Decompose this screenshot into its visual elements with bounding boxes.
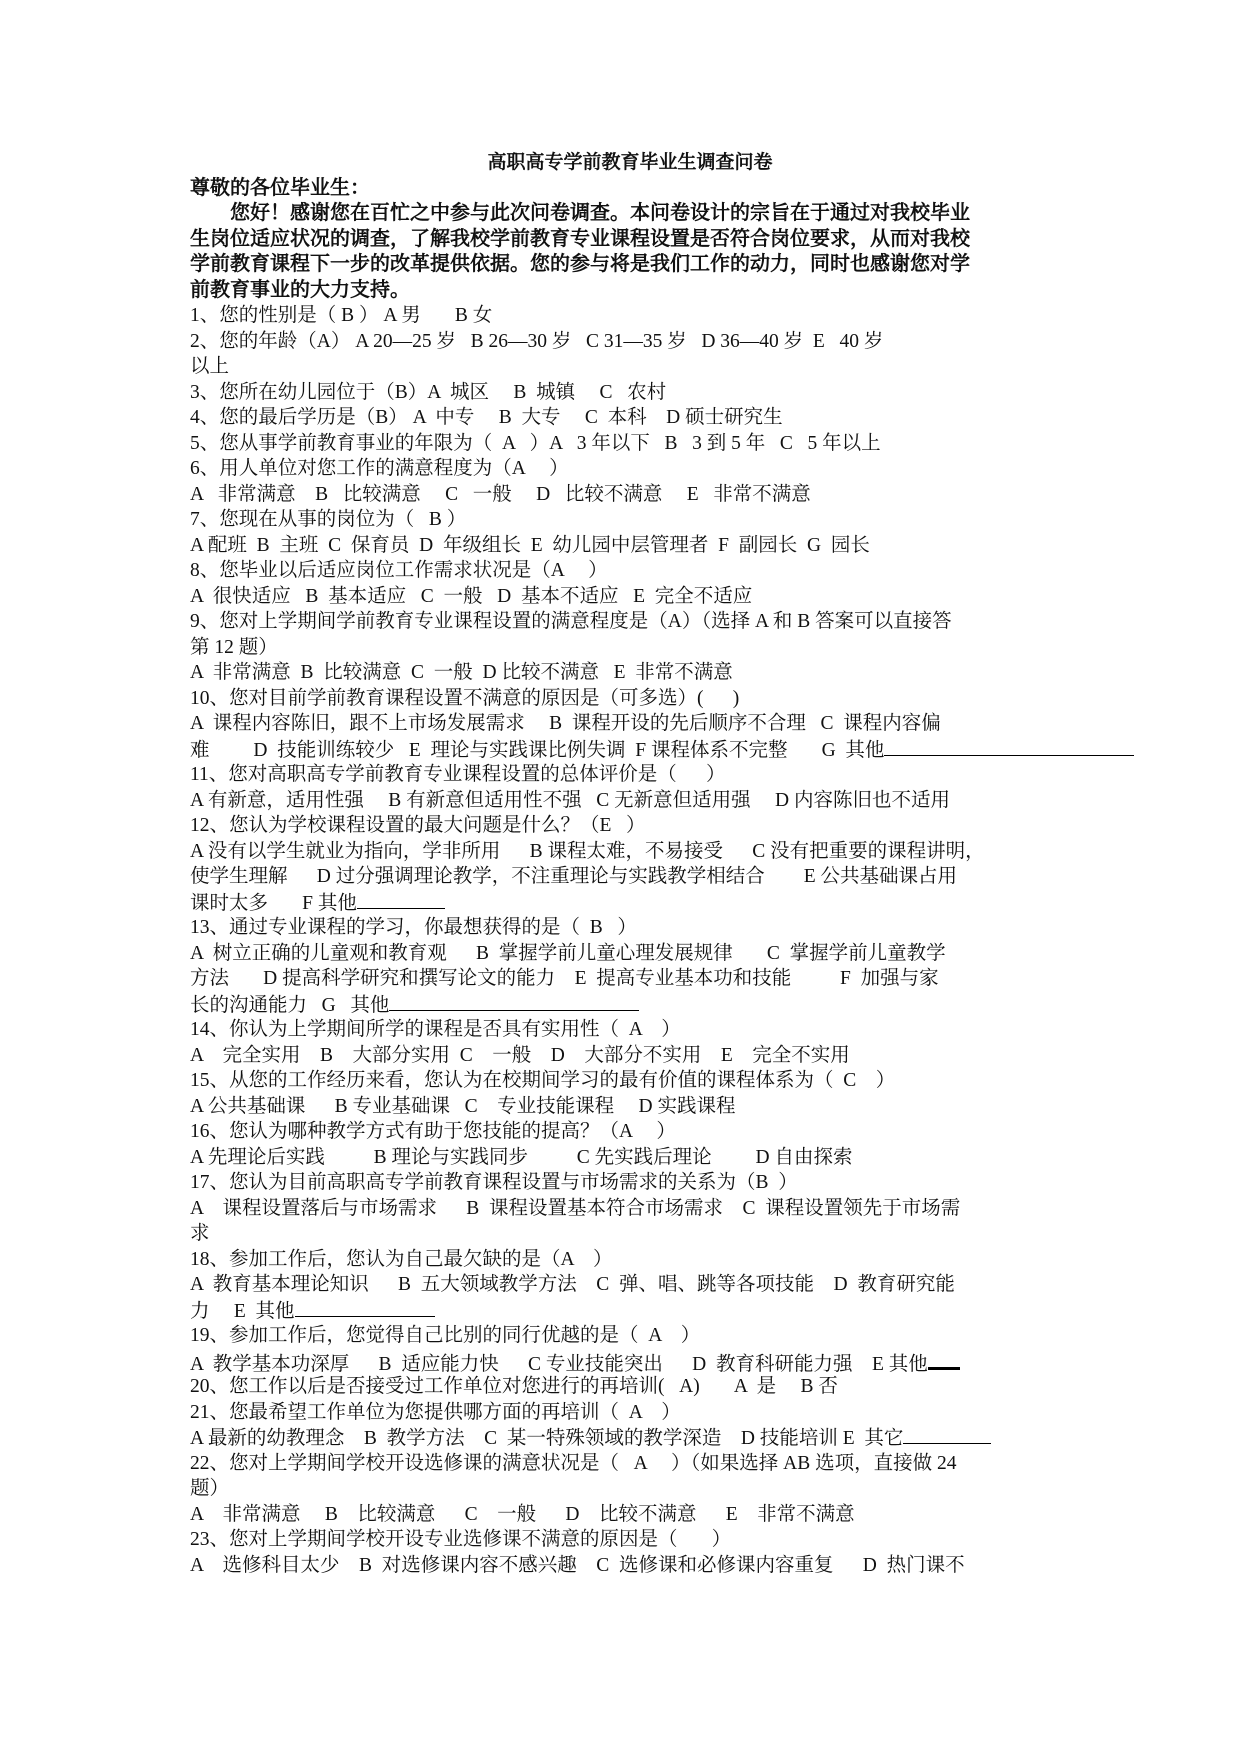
question-text: 23、您对上学期间学校开设专业选修课不满意的原因是（ ） (190, 1529, 732, 1550)
answer-blank-underline (389, 992, 639, 1011)
question-text: 求 (190, 1223, 210, 1244)
question-line (190, 1451, 1070, 1477)
question-text: 8、您毕业以后适应岗位工作需求状况是（A ） (190, 560, 608, 581)
question-line (190, 788, 1070, 814)
question-line (190, 1400, 1070, 1426)
question-text: 第 12 题） (190, 636, 278, 658)
question-text: 16、您认为哪种教学方式有助于您技能的提高？（A ） (190, 1121, 676, 1142)
question-text: A 配班 B 主班 C 保育员 D 年级组长 E 幼儿园中层管理者 F 副园长 G 园长 (190, 534, 870, 556)
question-text: A 教育基本理论知识 B 五大领域教学方法 C 弹、唱、跳等各项技能 D 教育研究能 (190, 1274, 955, 1295)
question-line (190, 839, 1070, 865)
question-line (190, 1196, 1070, 1222)
question-line (190, 864, 1070, 890)
question-line (190, 1017, 1070, 1043)
question-text: 1、您的性别是（ B ） A 男 B 女 (190, 305, 493, 326)
question-text: 方法 D 提高科学研究和撰写论文的能力 E 提高专业基本功和技能 F 加强与家 (190, 968, 939, 989)
question-line (190, 1170, 1070, 1196)
question-text: A 非常满意 B 比较满意 C 一般 D 比较不满意 E 非常不满意 (190, 1503, 855, 1525)
question-line (190, 456, 1070, 482)
question-line (190, 405, 1070, 431)
question-text: A 很快适应 B 基本适应 C 一般 D 基本不适应 E 完全不适应 (190, 585, 753, 607)
question-line (190, 1094, 1070, 1120)
question-text: 22、您对上学期间学校开设选修课的满意状况是（ A ）（如果选择 AB 选项，直接做 24 (190, 1452, 957, 1474)
question-text: A 先理论后实践 B 理论与实践同步 C 先实践后理论 D 自由探索 (190, 1146, 853, 1168)
question-line (190, 1272, 1070, 1298)
question-text: 2、您的年龄（A） A 20—25 岁 B 26—30 岁 C 31—35 岁 D 36—40 岁 E 40 岁 (190, 330, 884, 352)
question-line (190, 1476, 1070, 1502)
question-line (190, 686, 1070, 712)
questionnaire-document (190, 150, 1070, 1578)
question-line (190, 1221, 1070, 1247)
answer-blank-underline (357, 890, 445, 909)
answer-blank-underline (884, 737, 1134, 756)
question-text: 9、您对上学期间学前教育专业课程设置的满意程度是（A）（选择 A 和 B 答案可以直接答 (190, 611, 952, 632)
question-line (190, 584, 1070, 610)
question-text: A 非常满意 B 比较满意 C 一般 D 比较不满意 E 非常不满意 (190, 662, 733, 683)
intro-line: 生岗位适应状况的调查，了解我校学前教育专业课程设置是否符合岗位要求，从而对我校 (190, 227, 970, 250)
question-text: 以上 (190, 356, 230, 377)
question-line (190, 1553, 1070, 1579)
question-text: A 有新意，适用性强 B 有新意但适用性不强 C 无新意但适用强 D 内容陈旧也不适用 (190, 789, 950, 811)
question-list (190, 303, 1070, 1578)
question-line (190, 1145, 1070, 1171)
question-line (190, 431, 1070, 457)
question-text: 14、你认为上学期间所学的课程是否具有实用性（ A ） (190, 1019, 681, 1040)
question-line (190, 558, 1070, 584)
question-text: 题） (190, 1478, 230, 1499)
question-line (190, 915, 1070, 941)
question-text: 长的沟通能力 G 其他 (190, 994, 390, 1016)
question-text: 力 E 其他 (190, 1300, 295, 1322)
question-text: A 选修科目太少 B 对选修课内容不感兴趣 C 选修课和必修课内容重复 D 热门课不 (190, 1554, 965, 1576)
question-text: A 非常满意 B 比较满意 C 一般 D 比较不满意 E 非常不满意 (190, 483, 811, 505)
question-text: 19、参加工作后，您觉得自己比别的同行优越的是（ A ） (190, 1325, 701, 1346)
question-line (190, 941, 1070, 967)
document-title: 高职高专学前教育毕业生调查问卷 (487, 152, 773, 173)
question-text: 使学生理解 D 过分强调理论教学，不注重理论与实践教学相结合 E 公共基础课占用 (190, 866, 957, 887)
question-text: 18、参加工作后，您认为自己最欠缺的是（A ） (190, 1248, 613, 1270)
question-text: A 教学基本功深厚 B 适应能力快 C 专业技能突出 D 教育科研能力强 E 其他 (190, 1353, 928, 1375)
question-text: 20、您工作以后是否接受过工作单位对您进行的再培训( A) A 是 B 否 (190, 1376, 838, 1397)
question-line (190, 966, 1070, 992)
question-text: 6、用人单位对您工作的满意程度为（A ） (190, 458, 569, 479)
question-line (190, 1527, 1070, 1553)
question-line (190, 992, 1070, 1018)
intro-line: 学前教育课程下一步的改革提供依据。您的参与将是我们工作的动力，同时也感谢您对学 (190, 253, 970, 275)
question-text: A 课程内容陈旧，跟不上市场发展需求 B 课程开设的先后顺序不合理 C 课程内容偏 (190, 713, 941, 734)
question-line (190, 660, 1070, 686)
question-text: 5、您从事学前教育事业的年限为（ A ）A 3 年以下 B 3 到 5 年 C 5 年以上 (190, 432, 881, 454)
answer-blank-underline (903, 1425, 991, 1444)
question-line (190, 635, 1070, 661)
question-text: 3、您所在幼儿园位于（B）A 城区 B 城镇 C 农村 (190, 381, 667, 403)
answer-blank-underline (295, 1298, 435, 1317)
question-text: A 最新的幼教理念 B 教学方法 C 某一特殊领域的教学深造 D 技能培训 E 其它 (190, 1428, 904, 1449)
question-text: A 没有以学生就业为指向，学非所用 B 课程太难，不易接受 C 没有把重要的课程讲明， (190, 840, 985, 862)
question-line (190, 329, 1070, 355)
question-line (190, 533, 1070, 559)
question-line (190, 1374, 1070, 1400)
question-text: 17、您认为目前高职高专学前教育课程设置与市场需求的关系为（B ） (190, 1172, 798, 1193)
question-line (190, 609, 1070, 635)
question-line (190, 507, 1070, 533)
question-text: 7、您现在从事的岗位为（ B ） (190, 509, 467, 530)
question-line (190, 711, 1070, 737)
question-text: 10、您对目前学前教育课程设置不满意的原因是（可多选）( ) (190, 687, 740, 709)
question-text: A 公共基础课 B 专业基础课 C 专业技能课程 D 实践课程 (190, 1095, 736, 1117)
question-line (190, 737, 1070, 763)
question-text: 21、您最希望工作单位为您提供哪方面的再培训（ A ） (190, 1401, 681, 1423)
question-text: A 课程设置落后与市场需求 B 课程设置基本符合市场需求 C 课程设置领先于市场需 (190, 1197, 961, 1219)
question-text: 11、您对高职高专学前教育专业课程设置的总体评价是（ ） (190, 764, 726, 785)
question-text: 15、从您的工作经历来看，您认为在校期间学习的最有价值的课程体系为（ C ） (190, 1070, 896, 1091)
question-line (190, 482, 1070, 508)
question-text: 难 D 技能训练较少 E 理论与实践课比例失调 F 课程体系不完整 G 其他 (190, 739, 885, 761)
intro-line: 前教育事业的大力支持。 (190, 278, 410, 301)
question-line (190, 1043, 1070, 1069)
question-line (190, 890, 1070, 916)
question-line (190, 380, 1070, 406)
question-line (190, 1068, 1070, 1094)
question-text: 课时太多 F 其他 (190, 892, 357, 914)
question-line (190, 762, 1070, 788)
question-line (190, 1119, 1070, 1145)
question-line (190, 1247, 1070, 1273)
question-line (190, 303, 1070, 329)
question-text: 4、您的最后学历是（B） A 中专 B 大专 C 本科 D 硕士研究生 (190, 407, 783, 428)
question-line (190, 1298, 1070, 1324)
question-line (190, 1502, 1070, 1528)
question-line (190, 1349, 1070, 1375)
question-text: 12、您认为学校课程设置的最大问题是什么？（E ） (190, 815, 646, 836)
question-line (190, 813, 1070, 839)
question-line (190, 1425, 1070, 1451)
question-line (190, 1323, 1070, 1349)
question-text: A 树立正确的儿童观和教育观 B 掌握学前儿童心理发展规律 C 掌握学前儿童教学 (190, 942, 946, 964)
question-text: 13、通过专业课程的学习，你最想获得的是（ B ） (190, 917, 637, 938)
intro-line: 您好！感谢您在百忙之中参与此次问卷调查。本问卷设计的宗旨在于通过对我校毕业 (230, 202, 970, 224)
question-line (190, 354, 1070, 380)
answer-blank-underline (928, 1349, 960, 1370)
greeting: 尊敬的各位毕业生： (190, 176, 370, 199)
question-text: A 完全实用 B 大部分实用 C 一般 D 大部分不实用 E 完全不实用 (190, 1044, 850, 1066)
